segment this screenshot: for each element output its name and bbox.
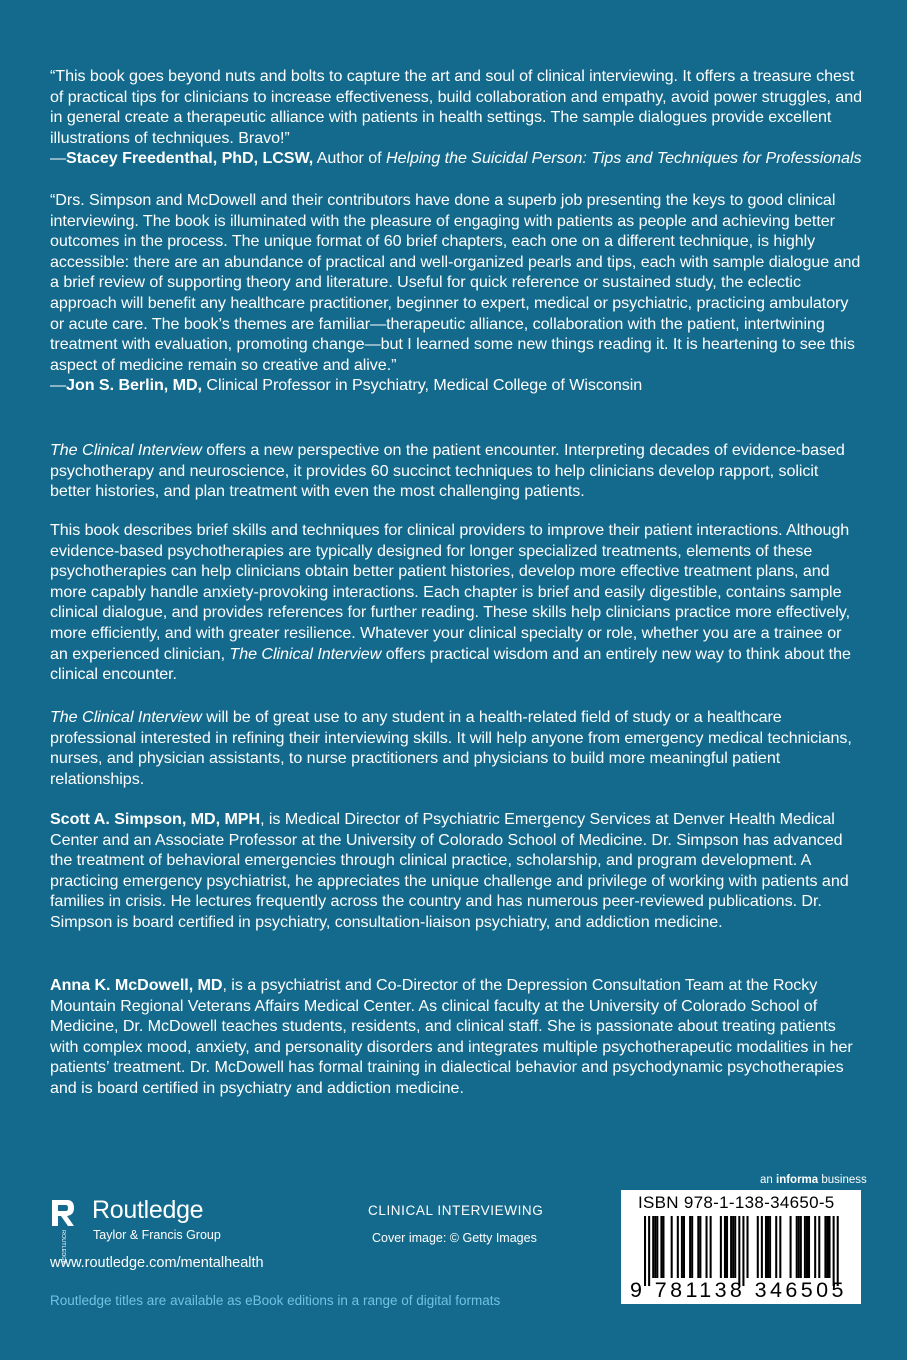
book-title: The Clinical Interview xyxy=(50,441,202,459)
barcode-bar xyxy=(677,1216,679,1278)
barcode-bar xyxy=(775,1216,777,1278)
author-name: Scott A. Simpson, MD, MPH xyxy=(50,810,261,828)
subject-category: CLINICAL INTERVIEWING xyxy=(368,1203,544,1218)
barcode-bar xyxy=(747,1216,749,1278)
barcode-bar xyxy=(681,1216,683,1278)
barcode-bar xyxy=(656,1216,658,1278)
barcode-bar xyxy=(806,1216,808,1278)
barcode-bar xyxy=(724,1216,726,1278)
barcode-bar xyxy=(833,1216,835,1286)
isbn-barcode xyxy=(621,1190,861,1304)
svg-text:ROUTLEDGE: ROUTLEDGE xyxy=(60,1230,66,1265)
barcode-bar xyxy=(732,1216,734,1278)
quote-author: Jon S. Berlin, MD, xyxy=(66,376,202,395)
barcode-bar xyxy=(800,1216,802,1278)
barcode-bar xyxy=(742,1216,744,1286)
barcode-bar xyxy=(671,1216,673,1278)
author-role: Author of xyxy=(313,149,386,168)
barcode-bar xyxy=(648,1216,650,1286)
barcode-bar xyxy=(804,1216,806,1278)
barcode-bar xyxy=(738,1216,740,1286)
barcode-bar xyxy=(826,1216,828,1278)
publisher-group: Taylor & Francis Group xyxy=(93,1228,221,1242)
barcode-bar xyxy=(767,1216,769,1278)
barcode-bar xyxy=(790,1216,792,1278)
quote-attribution: —Jon S. Berlin, MD, Clinical Professor in Psychiatry, Medical College of Wisconsin xyxy=(50,376,643,395)
ebook-note: Routledge titles are available as eBook editions in a range of digital formats xyxy=(50,1293,501,1308)
barcode-bar xyxy=(757,1216,759,1278)
barcode-bar xyxy=(699,1216,701,1278)
barcode-bar xyxy=(720,1216,722,1278)
isbn-number: ISBN 978-1-138-34650-5 xyxy=(638,1193,835,1212)
quote-attribution: —Stacey Freedenthal, PhD, LCSW, Author of Helping the Suicidal Person: Tips and Techniques for Professionals xyxy=(50,149,862,168)
barcode-bar xyxy=(779,1216,781,1278)
barcode-bar xyxy=(818,1216,820,1278)
barcode-bar xyxy=(765,1216,767,1278)
barcode-bar xyxy=(652,1216,654,1278)
author-book-title: Helping the Suicidal Person: Tips and Techniques for Professionals xyxy=(386,149,862,168)
barcode-bar xyxy=(796,1216,798,1278)
praise-quote-freedenthal xyxy=(50,66,862,169)
praise-quote-berlin xyxy=(50,190,862,396)
barcode-bar xyxy=(662,1216,664,1278)
quote-text: “Drs. Simpson and McDowell and their contributors have done a superb job presenting the keys to good clinical interviewing. The book is illuminated with the pleasure of engaging with patients as people and achieving better outcomes in the process. The unique format of 60 brief chapters, each one on a different technique, is highly accessible: there are an abundance of practical and well-organized pearls and tips, each with sample dialogue and a brief review of supporting theory and literature. Useful for quick reference or sustained study, the eclectic approach will benefit any healthcare practitioner, beginner to expert, medical or psychiatric, practicing ambulatory or acute care. The book’s themes are familiar—therapeutic alliance, collaboration with the patient, intertwining treatment with evaluation, promoting change—but I learned some new things reading it. It is heartening to see this aspect of medicine remain so creative and alive.” xyxy=(50,191,861,374)
barcode-bar xyxy=(837,1216,839,1286)
author-name: Anna K. McDowell, MD xyxy=(50,976,223,994)
barcode-bar xyxy=(697,1216,699,1278)
barcode-bar xyxy=(644,1216,646,1286)
cover-image-credit: Cover image: © Getty Images xyxy=(372,1231,537,1245)
author-bio-mcdowell: Anna K. McDowell, MD, is a psychiatrist and Co-Director of the Depression Consultation Team at the Rocky Mountain Regional Veterans Affairs Medical Center. As clinical faculty at the University of Colorado School of Medicine, Dr. McDowell teaches students, residents, and clinical staff. She is passionate about treating patients with complex mood, anxiety, and personality disorders and integrates multiple psychotherapeutic modalities in her patients’ treatment. Dr. McDowell has formal training in dialectical behavior and psychodynamic psychotherapies and is board certified in psychiatry and addiction medicine. xyxy=(50,976,853,1097)
author-role: Clinical Professor in Psychiatry, Medical College of Wisconsin xyxy=(201,376,643,395)
author-bio-simpson: Scott A. Simpson, MD, MPH, is Medical Director of Psychiatric Emergency Services at Denver Health Medical Center and an Associate Professor at the University of Colorado School of Medicine. Dr. Simpson has advanced the treatment of behavioral emergencies through clinical practice, scholarship, and program development. A practicing emergency psychiatrist, he appreciates the unique challenge and privilege of working with patients and families in crisis. He lectures frequently across the country and has numerous peer-reviewed publications. Dr. Simpson is board certified in psychiatry, consultation-liaison psychiatry, and addiction medicine. xyxy=(50,810,849,931)
barcode-bar xyxy=(730,1216,732,1278)
barcode-bar xyxy=(706,1216,708,1278)
barcode-bar xyxy=(761,1216,763,1278)
barcode-bar xyxy=(691,1216,693,1278)
barcode-bar xyxy=(654,1216,656,1278)
barcode-bar xyxy=(824,1216,826,1278)
barcode-digits: 9 781138 346505 xyxy=(630,1278,847,1302)
barcode-bar xyxy=(734,1216,736,1278)
quote-author: Stacey Freedenthal, PhD, LCSW, xyxy=(66,149,314,168)
publisher-name: Routledge xyxy=(92,1196,204,1224)
barcode-bar xyxy=(660,1216,662,1278)
barcode-bar xyxy=(814,1216,816,1278)
barcode-bar xyxy=(710,1216,712,1278)
book-description-audience: The Clinical Interview will be of great use to any student in a health-related field of study or a healthcare professional interested in refining their interviewing skills. It will help anyone from emergency medical technicians, nurses, and physician assistants, to nurse practitioners and physicians to build more meaningful patient relationships. xyxy=(50,708,852,788)
barcode-bar xyxy=(808,1216,810,1278)
barcode-bar xyxy=(829,1216,831,1278)
barcode-bar xyxy=(689,1216,691,1278)
barcode-bar xyxy=(683,1216,685,1278)
barcode-bar xyxy=(798,1216,800,1278)
barcode-bar xyxy=(769,1216,771,1278)
book-description-body: This book describes brief skills and techniques for clinical providers to improve their patient interactions. Although evidence-based psychotherapies are typically designed for longer specialized treatments, elements of these psychotherapies can help clinicians obtain better patient histories, develop more effective treatment plans, and more capably handle anxiety-provoking interactions. Each chapter is brief and easily digestible, contains sample clinical dialogue, and provides references for further reading. These skills help clinicians practice more effectively, more efficiently, and with greater resilience. Whatever your clinical specialty or role, whether you are a trainee or an experienced clinician, The Clinical Interview offers practical wisdom and an entirely new way to think about the clinical encounter. xyxy=(50,521,851,684)
barcode-bar xyxy=(726,1216,728,1278)
book-title: The Clinical Interview xyxy=(50,708,202,726)
informa-tagline: an informa business xyxy=(760,1174,867,1186)
book-description-intro: The Clinical Interview offers a new perspective on the patient encounter. Interpreting decades of evidence-based psychotherapy and neuroscience, it provides 60 succinct techniques to help clinicians develop rapport, solicit better histories, and plan treatment with even the most challenging patients. xyxy=(50,441,845,501)
publisher-website: www.routledge.com/mentalhealth xyxy=(50,1255,264,1271)
routledge-r-mark-icon xyxy=(50,1198,76,1265)
quote-text: “This book goes beyond nuts and bolts to capture the art and soul of clinical interviewing. It offers a treasure chest of practical tips for clinicians to increase effectiveness, build collaboration and empathy, avoid power struggles, and in general create a therapeutic alliance with patients in health settings. The sample dialogues provide excellent illustrations of techniques. Bravo!” xyxy=(50,67,863,147)
book-title: The Clinical Interview xyxy=(229,644,382,663)
